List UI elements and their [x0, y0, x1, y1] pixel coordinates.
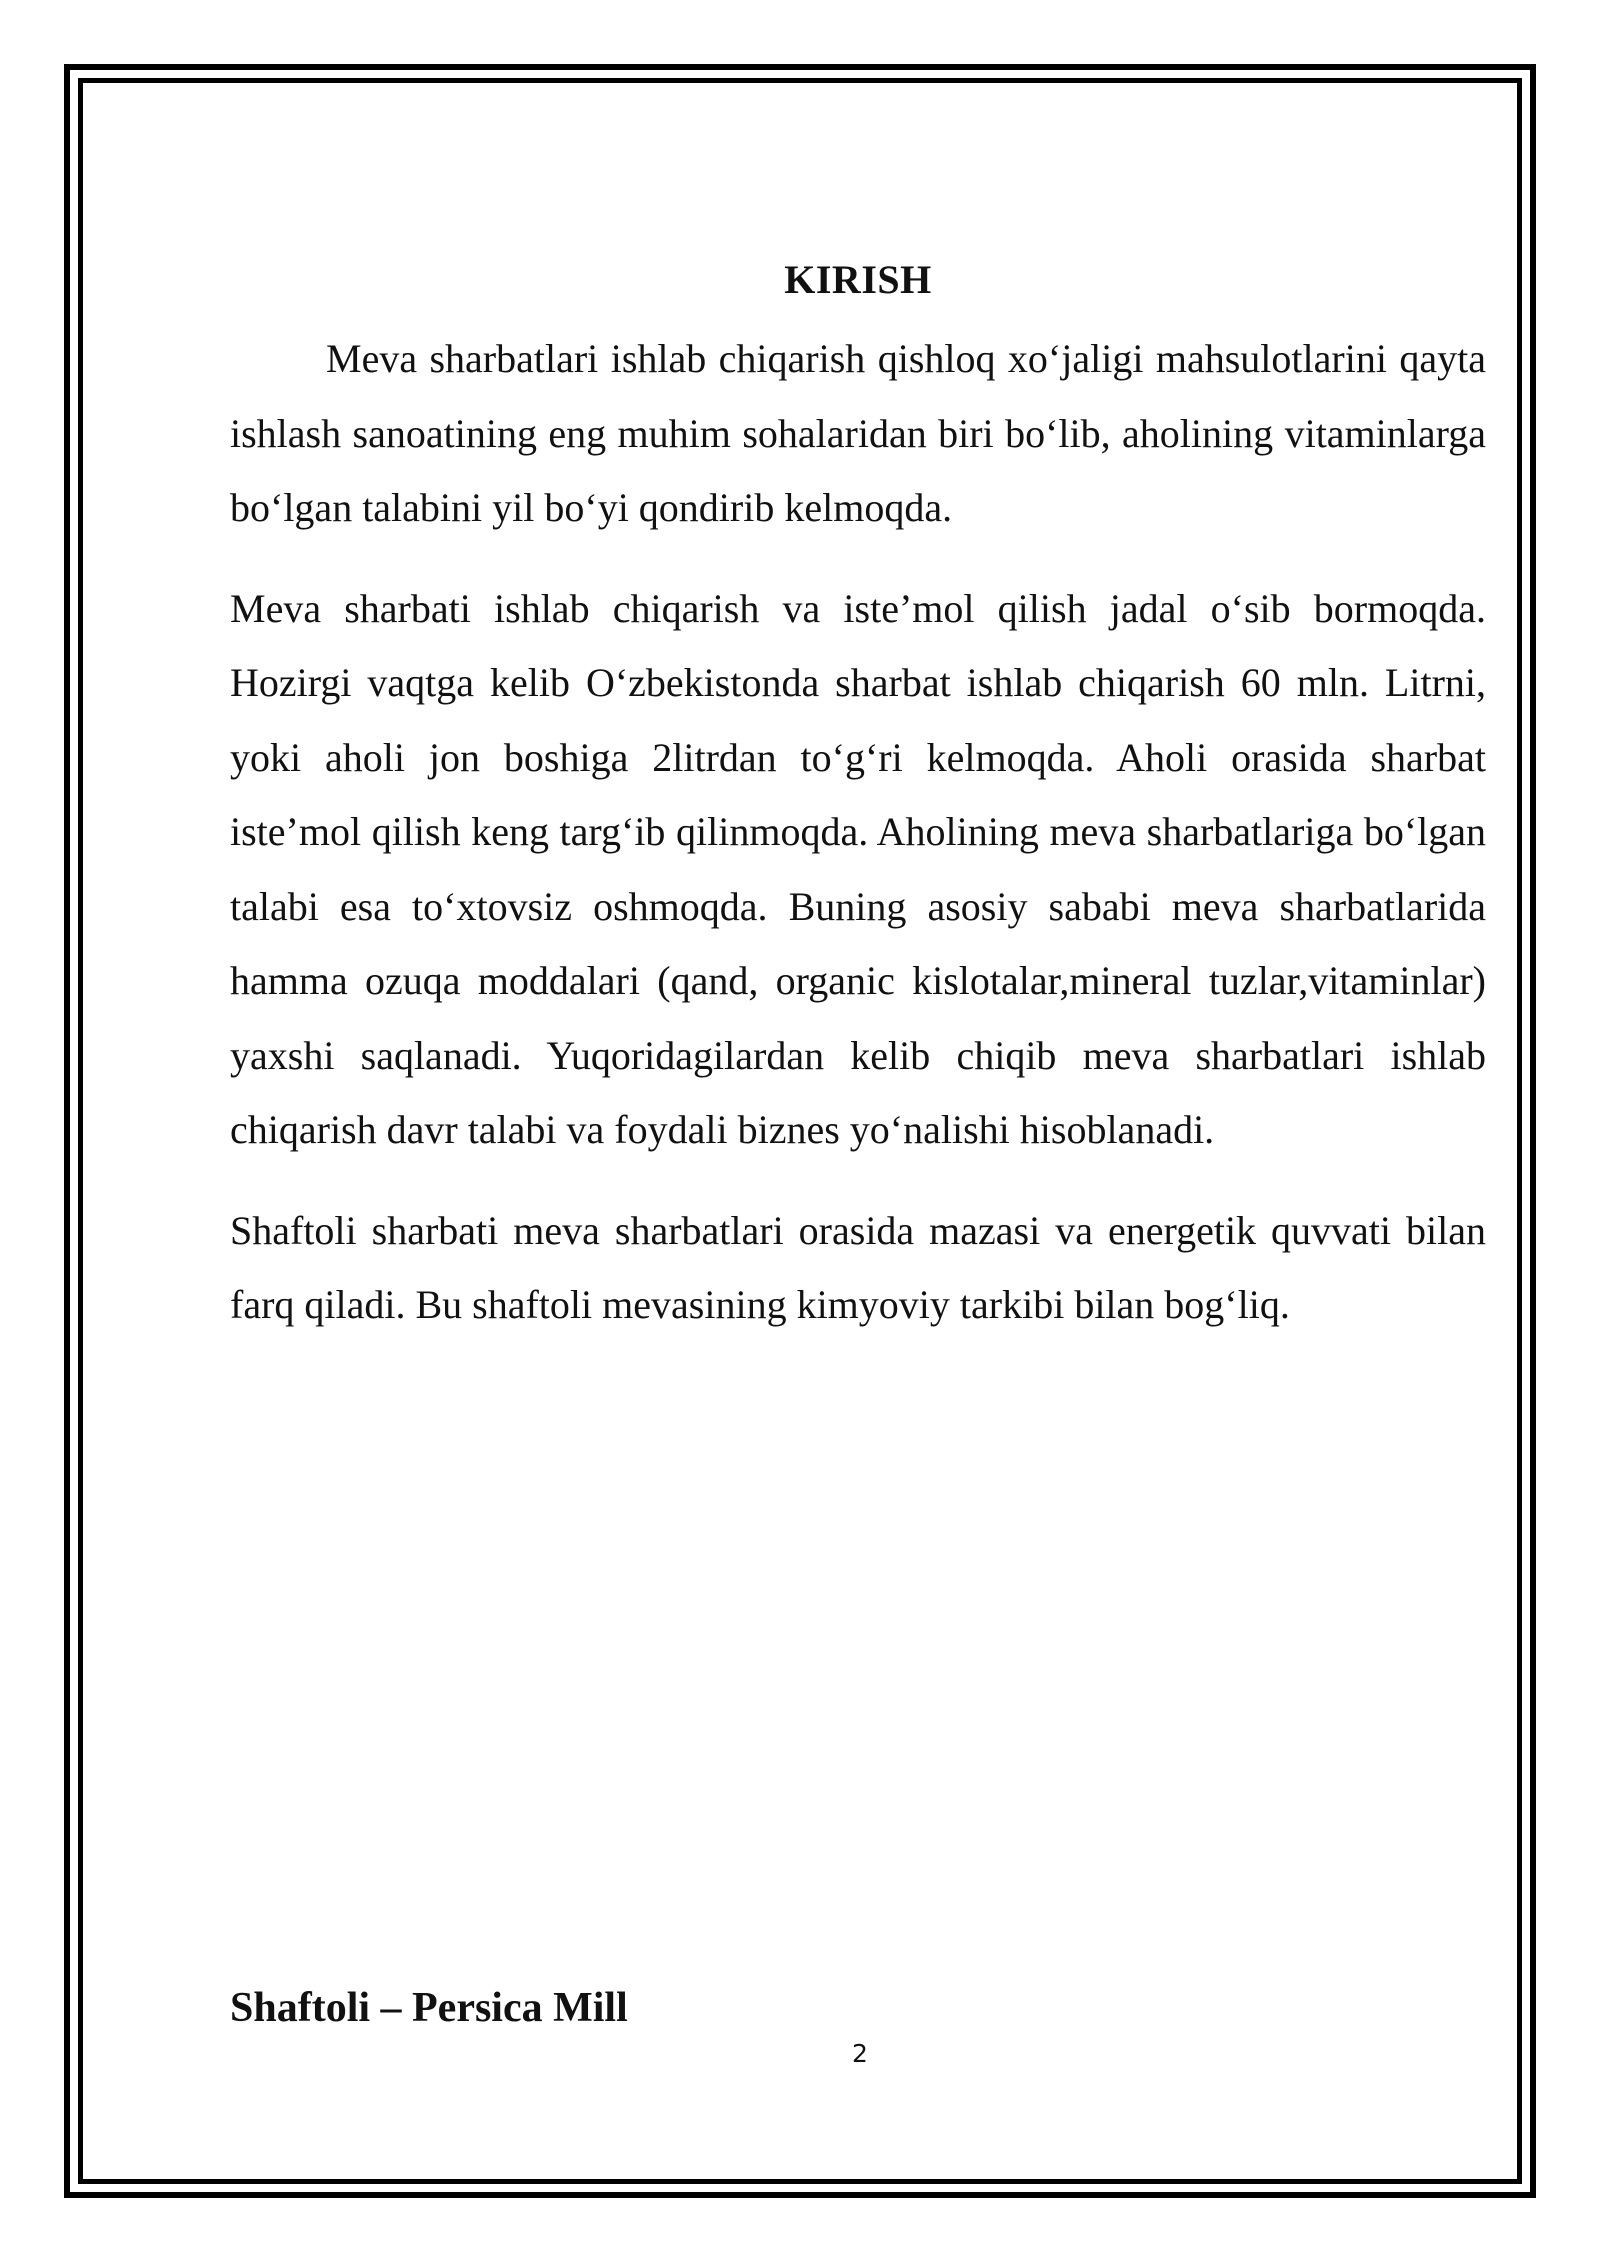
- figure-caption: Shaftoli – Persica Mill: [230, 1985, 628, 2031]
- paragraph-peach-juice: Shaftoli sharbati meva sharbatlari orasida mazasi va energetik quvvati bilan farq qiladi. Bu shaftoli mevasining kimyoviy tarkibi bilan bog‘liq.: [230, 1207, 1486, 1327]
- paragraph-production: Meva sharbati ishlab chiqarish va iste’mol qilish jadal o‘sib bormoqda. Hozirgi vaqtga kelib O‘zbekistonda sharbat ishlab chiqarish 60 mln. Litrni, yoki aholi jon boshiga 2litrdan to‘g‘ri kelmoqda. Aholi orasida sharbat iste’mol qilish keng targ‘ib qilinmoqda. Aholining meva sharbatlariga bo‘lgan talabi esa to‘xtovsiz oshmoqda. Buning asosiy sababi meva sharbatlarida hamma ozuqa moddalari (qand, organic kislotalar,mineral tuzlar,vitaminlar) yaxshi saqlanadi. Yuqoridagilardan kelib chiqib meva sharbatlari ishlab chiqarish davr talabi va foydali biznes yo‘nalishi hisoblanadi.: [230, 585, 1486, 1152]
- page-number: 2: [852, 2039, 868, 2068]
- paragraph-intro: Meva sharbatlari ishlab chiqarish qishloq xo‘jaligi mahsulotlarini qayta ishlash sanoatining eng muhim sohalaridan biri bo‘lib, aholining vitaminlarga bo‘lgan talabini yil bo‘yi qondirib kelmoqda.: [230, 336, 1486, 530]
- page-title: KIRISH: [784, 257, 932, 302]
- document-body: [230, 250, 1486, 1369]
